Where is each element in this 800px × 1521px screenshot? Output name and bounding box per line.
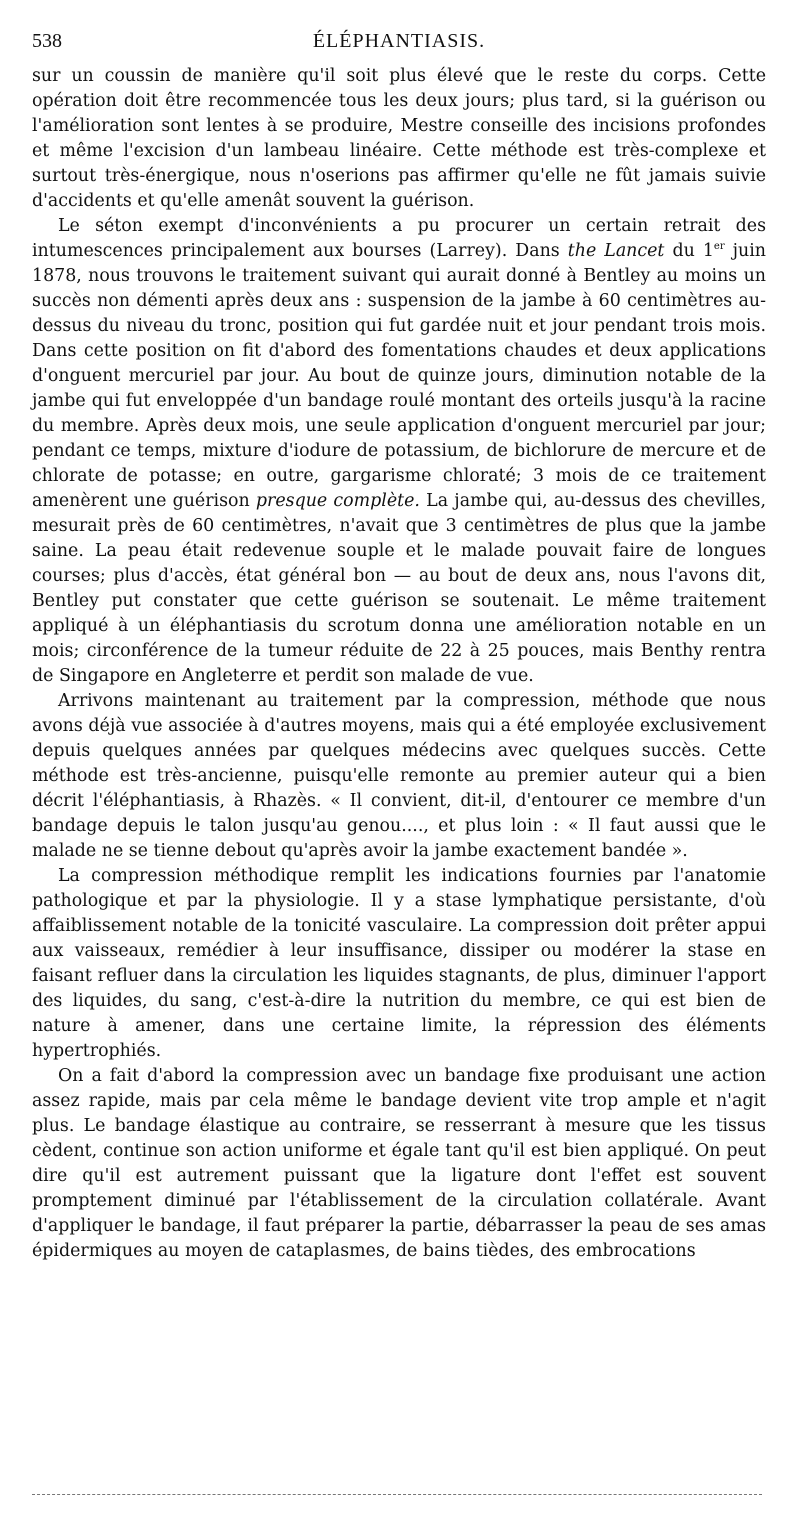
page-header: [32, 30, 766, 60]
text-run: La jambe qui, au-dessus des chevilles, mesurait près de 60 centimètres, n'avait que 3 centimètres de plus que la jambe saine. La peau était redevenue souple et le malade pouvait faire de longues courses; plus d'accès, état général bon — au bout de deux ans, nous l'avons dit, Bentley put constater que cette guérison se soutenait. Le même traitement appliqué à un éléphantiasis du scrotum donna une amélioration notable en un mois; circonférence de la tumeur réduite de 22 à 25 pouces, mais Benthy rentra de Singapore en Angleterre et perdit son malade de vue.: [32, 491, 766, 686]
running-title: ÉLÉPHANTIASIS.: [312, 30, 486, 52]
ordinal-superscript: er: [713, 241, 725, 253]
page-number: 538: [32, 30, 62, 52]
paragraph-compression-intro: Arrivons maintenant au traitement par la compression, méthode que nous avons déjà vue associée à d'autres moyens, mais qui a été employée exclusivement depuis quelques années par quelques médecins avec quelques succès. Cette méthode est très-ancienne, puisqu'elle remonte au premier auteur qui a bien décrit l'éléphantiasis, à Rhazès. « Il convient, dit-il, d'entourer ce membre d'un bandage depuis le talon jusqu'au genou...., et plus loin : « Il faut aussi que le malade ne se tienne debout qu'après avoir la jambe exactement bandée ».: [32, 691, 766, 861]
body-text: [32, 64, 766, 1264]
text-run: Le séton exempt d'inconvénients a pu procurer un certain retrait des intumescences principalement aux bourses (Larrey). Dans: [32, 216, 766, 261]
paragraph-compression-method: La compression méthodique remplit les indications fournies par l'anatomie pathologique et par la physiologie. Il y a stase lymphatique persistante, d'où affaiblissement notable de la tonicité vasculaire. La compression doit prêter appui aux vaisseaux, remédier à leur insuffisance, dissiper ou modérer la stase en faisant refluer dans la circulation les liquides stagnants, de plus, diminuer l'apport des liquides, du sang, c'est-à-dire la nutrition du membre, ce qui est bien de nature à amener, dans une certaine limite, la répression des éléments hypertrophiés.: [32, 866, 766, 1061]
text-run: juin 1878, nous trouvons le traitement suivant qui aurait donné à Bentley au moins un succès non démenti après deux ans : suspension de la jambe à 60 centimètres au-dessus du niveau du tronc, position qui fut gardée nuit et jour pendant trois mois. Dans cette position on fit d'abord des fomentations chaudes et deux applications d'onguent mercuriel par jour. Au bout de quinze jours, diminution notable de la jambe qui fut enveloppée d'un bandage roulé montant des orteils jusqu'à la racine du membre. Après deux mois, une seule application d'onguent mercuriel par jour; pendant ce temps, mixture d'iodure de potassium, de bichlorure de mercure et de chlorate de potasse; en outre, gargarisme chloraté; 3 mois de ce traitement amenèrent une guérison: [32, 241, 767, 511]
footer-rule: [32, 1494, 762, 1495]
paragraph-bandage: On a fait d'abord la compression avec un bandage fixe produisant une action assez rapide, mais par cela même le bandage devient vite trop ample et n'agit plus. Le bandage élastique au contraire, se resserrant à mesure que les tissus cèdent, continue son action uniforme et égale tant qu'il est bien appliqué. On peut dire qu'il est autrement puissant que la ligature dont l'effet est souvent promptement diminué par l'établissement de la circulation collatérale. Avant d'appliquer le bandage, il faut préparer la partie, débarrasser la peau de ses amas épidermiques au moyen de cataplasmes, de bains tièdes, des embrocations: [32, 1066, 766, 1261]
paragraph-seton-treatment: [32, 214, 766, 689]
text-run: du 1: [664, 241, 714, 261]
journal-title: the Lancet: [567, 241, 665, 261]
paragraph-continued: sur un coussin de manière qu'il soit plus élevé que le reste du corps. Cette opération doit être recommencée tous les deux jours; plus tard, si la guérison ou l'amélioration sont lentes à se produire, Mestre conseille des incisions profondes et même l'excision d'un lambeau linéaire. Cette méthode est très-complexe et surtout très-énergique, nous n'oserions pas affirmer qu'elle ne fût jamais suivie d'accidents et qu'elle amenât souvent la guérison.: [32, 66, 766, 211]
book-page: [32, 30, 766, 1264]
italic-phrase: presque complète.: [255, 491, 420, 511]
